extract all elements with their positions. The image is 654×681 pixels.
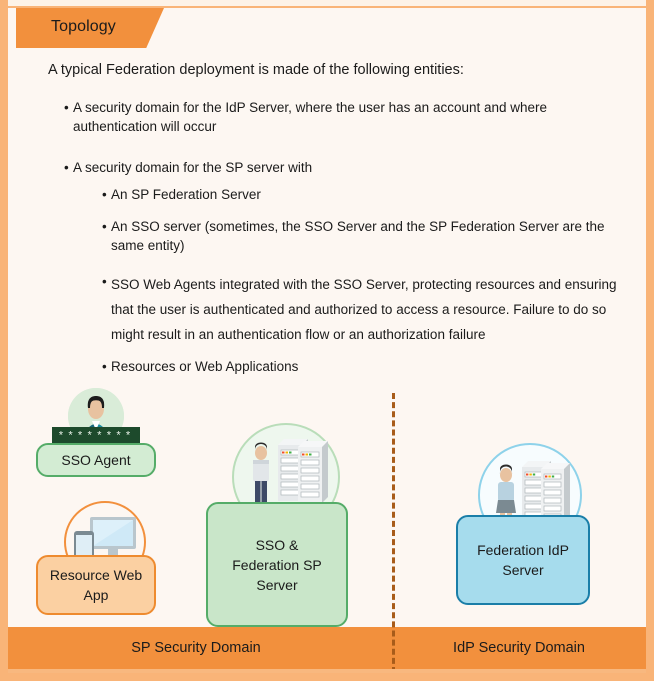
bullet-item bbox=[102, 357, 637, 376]
resource-web-app-label: Resource Web App bbox=[49, 567, 143, 603]
bullet-text: SSO Web Agents integrated with the SSO Server, protecting resources and ensuring that the user is authenticated and authorized to access a resource. Failure to do so might result in an authentication flow or an authorization failure bbox=[111, 277, 617, 342]
topology-diagram bbox=[16, 385, 654, 630]
sso-federation-sp-server-label: SSO & Federation SP Server bbox=[232, 536, 322, 593]
bullet-marker: • bbox=[102, 274, 107, 289]
bottom-strip bbox=[8, 669, 654, 673]
bullet-marker: • bbox=[64, 100, 69, 115]
bullet-item bbox=[64, 98, 594, 136]
sp-security-domain-label: SP Security Domain bbox=[131, 640, 261, 656]
password-mask-field: ******** bbox=[52, 427, 140, 446]
bullet-marker: • bbox=[102, 187, 107, 202]
bullet-marker: • bbox=[102, 359, 107, 374]
security-domain-divider bbox=[392, 393, 395, 673]
security-domain-bar bbox=[8, 627, 646, 673]
bullet-item bbox=[64, 158, 594, 177]
bullet-text: A security domain for the SP server with bbox=[73, 160, 313, 175]
bullet-text: An SP Federation Server bbox=[111, 187, 261, 202]
federation-idp-server-label: Federation IdP Server bbox=[477, 542, 569, 578]
bullet-item bbox=[102, 272, 637, 347]
bullet-marker: • bbox=[64, 160, 69, 175]
federation-idp-server-label-box[interactable] bbox=[456, 515, 590, 605]
topology-tab-label: Topology bbox=[51, 18, 116, 35]
resource-web-app-label-box[interactable] bbox=[36, 555, 156, 615]
bullet-item bbox=[102, 185, 637, 204]
sso-agent-label: SSO Agent bbox=[61, 452, 131, 468]
bullet-text: An SSO server (sometimes, the SSO Server and the SP Federation Server are the same entity) bbox=[111, 219, 605, 253]
bullet-item bbox=[102, 217, 637, 255]
bullet-text: Resources or Web Applications bbox=[111, 359, 299, 374]
top-strip bbox=[8, 0, 654, 6]
intro-text: A typical Federation deployment is made of the following entities: bbox=[48, 62, 464, 78]
sso-agent-label-box[interactable] bbox=[36, 443, 156, 477]
bullet-marker: • bbox=[102, 219, 107, 234]
bullet-text: A security domain for the IdP Server, where the user has an account and where authentication will occur bbox=[73, 100, 548, 134]
idp-security-domain-label: IdP Security Domain bbox=[453, 640, 585, 656]
frame-top-edge bbox=[8, 6, 654, 8]
sso-federation-sp-server-label-box[interactable] bbox=[206, 502, 348, 627]
